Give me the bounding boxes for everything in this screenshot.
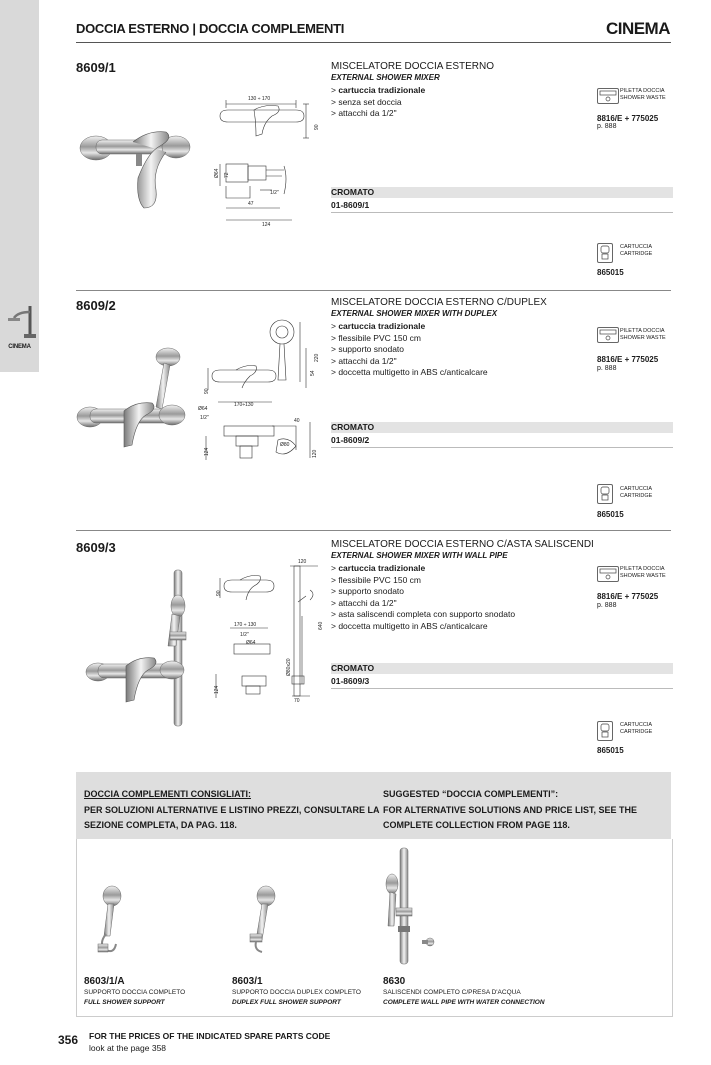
dimension-label: Ø64 (246, 640, 256, 646)
finish-label: CROMATO (331, 187, 673, 198)
dimension-label: 1/2" (240, 632, 249, 638)
dimension-label: 640 (318, 621, 324, 630)
section-divider (76, 290, 671, 291)
cartridge-label: CARTUCCIA CARTRIDGE (620, 244, 653, 257)
dimension-label: 124 (204, 447, 210, 456)
dimension-label: 54 (310, 370, 316, 376)
waste-label: PILETTA DOCCIA SHOWER WASTE (620, 566, 666, 579)
feature-item: > supporto snodato (331, 586, 405, 596)
complement-desc: SUPPORTO DOCCIA DUPLEX COMPLETO (232, 989, 361, 996)
page-section-title: DOCCIA ESTERNO | DOCCIA COMPLEMENTI (76, 21, 345, 36)
cartridge-label: CARTUCCIA CARTRIDGE (620, 722, 653, 735)
cartridge-label: CARTUCCIA CARTRIDGE (620, 486, 653, 499)
product-subtitle: EXTERNAL SHOWER MIXER (331, 73, 440, 82)
waste-code: 8816/E + 775025 (597, 592, 659, 601)
shower-waste-icon (597, 327, 619, 343)
waste-code: 8816/E + 775025 (597, 114, 659, 123)
faucet-icon (6, 304, 36, 340)
feature-item: > flessibile PVC 150 cm (331, 574, 421, 585)
dimension-label: 90 (204, 388, 210, 394)
dimension-label: 170÷130 (234, 402, 254, 408)
recommendation-italian: DOCCIA COMPLEMENTI CONSIGLIATI: PER SOLUZIONI ALTERNATIVE E LISTINO PREZZI, CONSULTARE LA SEZIONE COMPLETA, DA PAG. 118. (84, 789, 380, 830)
product-title: MISCELATORE DOCCIA ESTERNO C/DUPLEX (331, 297, 547, 308)
complement-desc: SUPPORTO DOCCIA COMPLETO (84, 989, 186, 996)
feature-item: > flessibile PVC 150 cm (331, 332, 421, 343)
complement-photo (92, 884, 126, 956)
feature-item: > doccetta multigetto in ABS c/anticalcare (331, 620, 488, 631)
recommendation-english: SUGGESTED “DOCCIA COMPLEMENTI”: FOR ALTERNATIVE SOLUTIONS AND PRICE LIST, SEE THE COMPLETE COLLECTION FROM PAGE 118. (383, 789, 638, 830)
dimension-label: 130 ÷ 170 (248, 96, 271, 102)
waste-page-ref: p. 888 (597, 123, 617, 130)
dimension-label: 220 (314, 353, 320, 362)
dimension-label: 120 (298, 559, 307, 565)
feature-item: > senza set doccia (331, 96, 402, 107)
product-photo (74, 345, 196, 455)
page-number: 356 (58, 1033, 79, 1047)
product-title: MISCELATORE DOCCIA ESTERNO C/ASTA SALISCENDI (331, 539, 594, 550)
product-subtitle: EXTERNAL SHOWER MIXER WITH WALL PIPE (331, 551, 508, 560)
dimension-label: 124 (262, 222, 271, 228)
product-code: 8609/2 (76, 298, 116, 313)
feature-item: > cartuccia tradizionale (331, 321, 426, 331)
dimension-label: 170 ÷ 130 (234, 622, 257, 628)
complement-desc-en: DUPLEX FULL SHOWER SUPPORT (232, 999, 341, 1006)
complement-desc-en: COMPLETE WALL PIPE WITH WATER CONNECTION (383, 999, 545, 1006)
complement-desc-en: FULL SHOWER SUPPORT (84, 999, 165, 1006)
cartridge-code: 865015 (597, 510, 624, 519)
technical-drawing (206, 86, 320, 231)
brand-title: CINEMA (605, 19, 670, 38)
dimension-label: 90 (216, 590, 222, 596)
complement-photo (384, 846, 442, 968)
complement-code: 8630 (383, 976, 406, 987)
dimension-label: 1/2" (270, 190, 279, 196)
product-code: 8609/3 (76, 540, 116, 555)
dimension-label: 120 (312, 449, 318, 458)
cartridge-icon (597, 243, 613, 263)
dimension-label: 72 (224, 172, 230, 178)
feature-item: > cartuccia tradizionale (331, 85, 426, 95)
finish-code: 01-8609/3 (331, 675, 673, 689)
waste-label: PILETTA DOCCIA SHOWER WASTE (620, 88, 666, 101)
section-divider (76, 530, 671, 531)
finish-label: CROMATO (331, 663, 673, 674)
technical-drawing (196, 318, 324, 466)
feature-item: > doccetta multigetto in ABS c/anticalcare (331, 367, 488, 377)
waste-page-ref: p. 888 (597, 602, 617, 609)
dimension-label: 90 (314, 124, 320, 130)
feature-list (331, 321, 488, 379)
shower-waste-icon (597, 566, 619, 582)
dimension-label: 40 (294, 418, 300, 424)
technical-drawing (206, 556, 324, 704)
footer-page-ref: look at the page 358 (89, 1043, 167, 1053)
waste-page-ref: p. 888 (597, 365, 617, 372)
feature-item: > attacchi da 1/2" (331, 597, 397, 608)
waste-label: PILETTA DOCCIA SHOWER WASTE (620, 328, 666, 341)
feature-list (331, 563, 515, 632)
cartridge-code: 865015 (597, 746, 624, 755)
dimension-label: 124 (214, 685, 220, 694)
dimension-label: 1/2" (200, 415, 209, 421)
feature-item: > supporto snodato (331, 344, 405, 354)
complement-code: 8603/1/A (84, 976, 125, 987)
waste-code: 8816/E + 775025 (597, 355, 659, 364)
feature-list (331, 85, 425, 120)
product-title: MISCELATORE DOCCIA ESTERNO (331, 61, 494, 72)
shower-waste-icon (597, 88, 619, 104)
complement-desc: SALISCENDI COMPLETO C/PRESA D'ACQUA (383, 989, 521, 996)
sidebar-label: CINEMA (8, 344, 31, 350)
cartridge-code: 865015 (597, 268, 624, 277)
finish-label: CROMATO (331, 422, 673, 433)
header-rule (76, 42, 671, 43)
product-photo (84, 568, 196, 728)
cartridge-icon (597, 484, 613, 504)
footer-note: FOR THE PRICES OF THE INDICATED SPARE PARTS CODE (89, 1031, 331, 1041)
dimension-label: 47 (248, 201, 254, 207)
product-code: 8609/1 (76, 60, 116, 75)
complement-code: 8603/1 (232, 976, 263, 987)
dimension-label: 70 (294, 698, 300, 704)
product-subtitle: EXTERNAL SHOWER MIXER WITH DUPLEX (331, 309, 498, 318)
dimension-label: Ø80x20 (286, 658, 292, 676)
dimension-label: Ø64 (198, 406, 208, 412)
complement-photo (244, 884, 278, 956)
dimension-label: Ø80 (280, 442, 290, 448)
feature-item: > attacchi da 1/2" (331, 355, 397, 366)
feature-item: > asta saliscendi completa con supporto snodato (331, 609, 516, 619)
finish-code: 01-8609/2 (331, 434, 673, 448)
product-photo (78, 120, 198, 215)
feature-item: > attacchi da 1/2" (331, 108, 397, 118)
dimension-label: Ø64 (214, 168, 220, 178)
cartridge-icon (597, 721, 613, 741)
finish-code: 01-8609/1 (331, 199, 673, 213)
feature-item: > cartuccia tradizionale (331, 563, 426, 573)
